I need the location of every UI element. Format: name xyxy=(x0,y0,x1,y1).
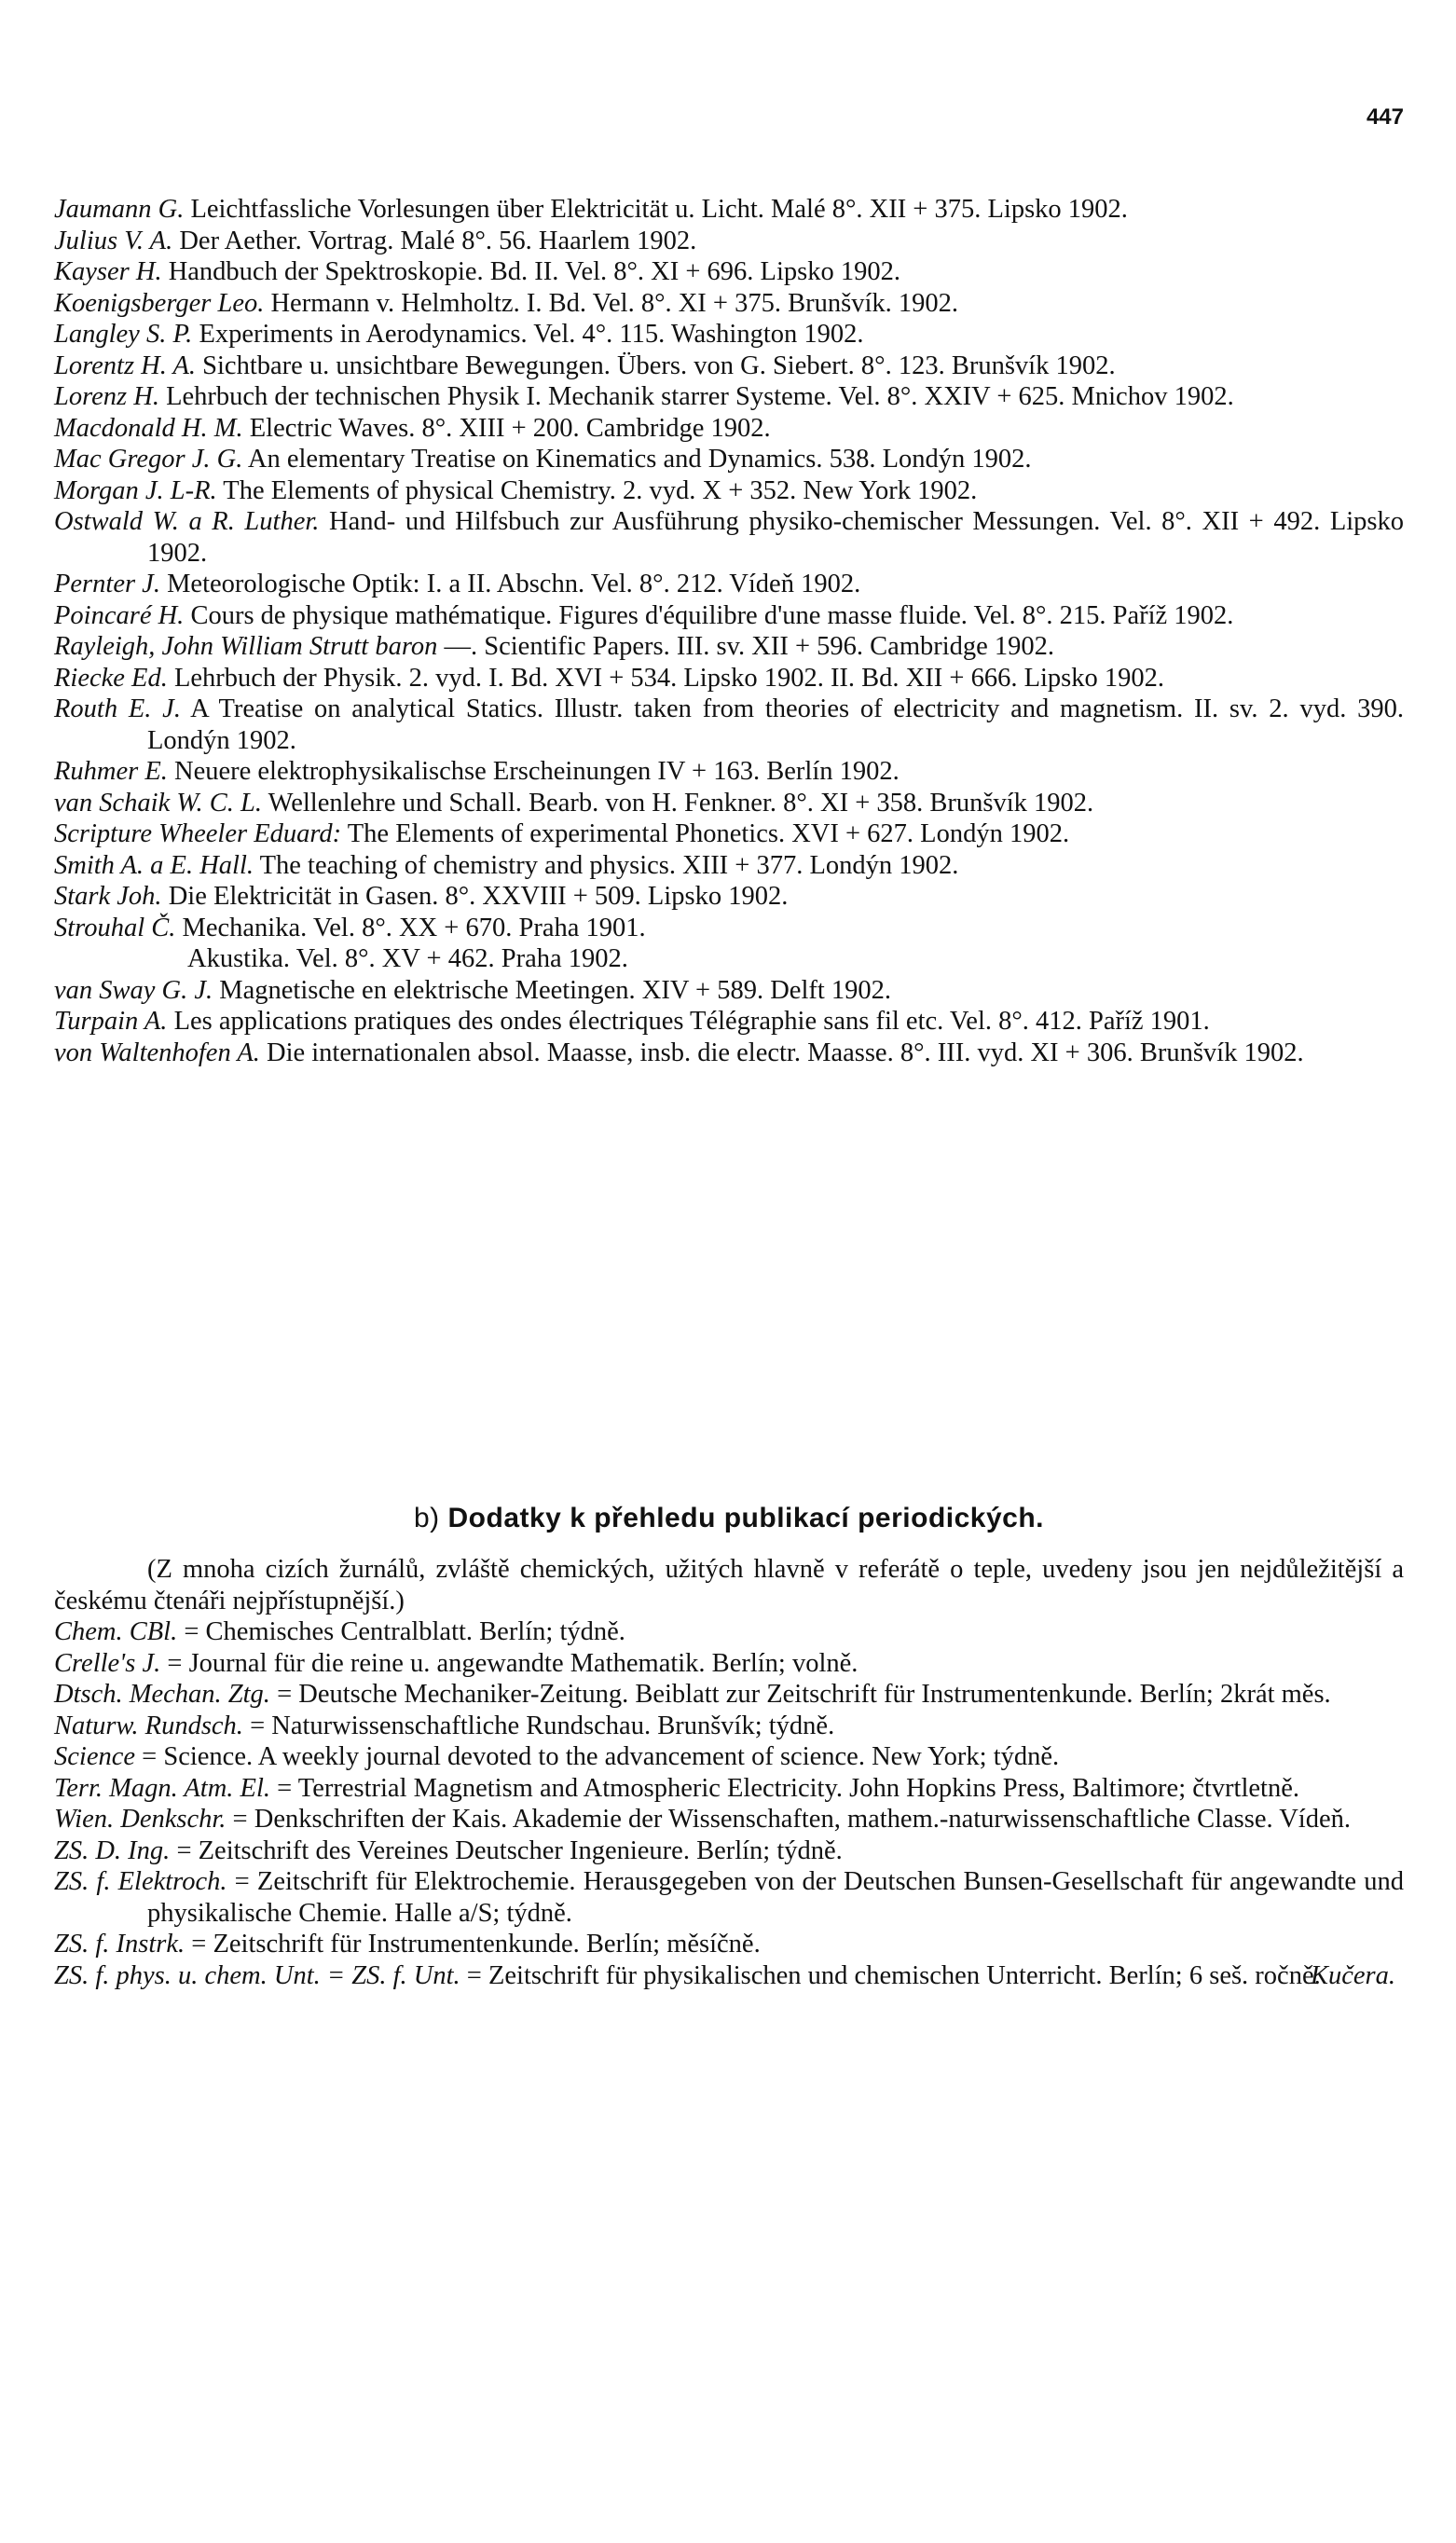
bib-entry xyxy=(54,788,1404,819)
journal-entry-text: = Zeitschrift für Elektrochemie. Herausgegeben von der Deutschen Bunsen-Gesellschaft für angewandte und physikalische Chemie. Halle a/S; týdně. xyxy=(147,1867,1405,1928)
bib-entry-text: Hermann v. Helmholtz. I. Bd. Vel. 8°. XI + 375. Brunšvík. 1902. xyxy=(264,288,958,318)
journal-entry xyxy=(54,1648,1404,1680)
bib-entry-key: Mac Gregor J. G. xyxy=(54,445,243,474)
bib-entry-text: Cours de physique mathématique. Figures d'équilibre d'une masse fluide. Vel. 8°. 215. Paříž 1902. xyxy=(184,600,1234,630)
bib-entry-key: Smith A. a E. Hall. xyxy=(54,850,254,880)
bib-entry-key: Rayleigh, John William Strutt baron xyxy=(54,632,438,661)
bib-entry xyxy=(54,444,1404,475)
bib-entry-key: Macdonald H. M. xyxy=(54,413,243,443)
bib-entry-text: Sichtbare u. unsichtbare Bewegungen. Übers. von G. Siebert. 8°. 123. Brunšvík 1902. xyxy=(196,351,1116,380)
bib-entry xyxy=(54,381,1404,413)
bib-entry-text: Neuere elektrophysikalischse Erscheinungen IV + 163. Berlín 1902. xyxy=(167,757,900,786)
journal-entry: ZS. f. phys. u. chem. Unt. = ZS. f. Unt. = Zeitschrift für physikalischen und chemischen Unterricht. Berlín; 6 seš. ročně. Kučera. xyxy=(54,1960,1396,1990)
bib-entry-text: Die Elektricität in Gasen. 8°. XXVIII + 509. Lipsko 1902. xyxy=(161,882,789,911)
bib-entry xyxy=(54,850,1404,882)
journal-entry-key: Chem. CBl. xyxy=(54,1617,178,1646)
bib-entry-key: Koenigsberger Leo. xyxy=(54,288,265,318)
journal-entry xyxy=(54,1741,1404,1773)
bib-entry-key: von Waltenhofen A. xyxy=(54,1038,260,1067)
journal-entry xyxy=(54,1711,1404,1742)
journal-entry-text: = Zeitschrift des Vereines Deutscher Ingenieure. Berlín; týdně. xyxy=(170,1835,843,1865)
bib-entry xyxy=(54,600,1404,632)
bib-entry-text: The Elements of physical Chemistry. 2. vyd. X + 352. New York 1902. xyxy=(216,475,978,505)
bib-entry-text: Experiments in Aerodynamics. Vel. 4°. 115. Washington 1902. xyxy=(192,320,864,349)
journal-entry xyxy=(54,1804,1404,1835)
bib-entry xyxy=(54,631,1404,663)
bib-entry-text: Lehrbuch der technischen Physik I. Mechanik starrer Systeme. Vel. 8°. XXIV + 625. Mnichov 1902. xyxy=(158,382,1234,411)
bib-entry-key: Pernter J. xyxy=(54,570,160,598)
bib-entry-text: Die internationalen absol. Maasse, insb. die electr. Maasse. 8°. III. vyd. XI + 306. Brunšvík 1902. xyxy=(259,1038,1304,1067)
bib-entry-text: Mechanika. Vel. 8°. XX + 670. Praha 1901. xyxy=(175,913,646,942)
bib-entry-key: Lorentz H. A. xyxy=(54,351,197,380)
bib-entry-key: Ostwald W. a R. Luther. xyxy=(54,507,320,536)
bib-entry-text: Der Aether. Vortrag. Malé 8°. 56. Haarlem 1902. xyxy=(172,226,697,255)
journal-entry-key: Dtsch. Mechan. Ztg. xyxy=(54,1680,270,1709)
section-prefix: b) xyxy=(413,1503,440,1533)
bib-entry-key: Kayser H. xyxy=(54,257,162,286)
bib-entry xyxy=(54,319,1404,351)
journal-entry-key: Naturw. Rundsch. xyxy=(54,1711,243,1740)
bib-entry xyxy=(54,194,1404,226)
bib-entry xyxy=(54,975,1404,1007)
bib-entry-key: Ruhmer E. xyxy=(54,757,168,786)
bib-entry xyxy=(54,818,1404,850)
bib-entry-key: Morgan J. L-R. xyxy=(54,475,217,505)
bib-entry-key: Poincaré H. xyxy=(54,600,185,630)
bibliography-list xyxy=(54,194,1404,1068)
bib-entry-text: Wellenlehre und Schall. Bearb. von H. Fenkner. 8°. XI + 358. Brunšvík 1902. xyxy=(261,788,1094,818)
bib-entry-text: Akustika. Vel. 8°. XV + 462. Praha 1902. xyxy=(187,944,628,973)
bib-entry xyxy=(54,413,1404,445)
bib-entry-text: An elementary Treatise on Kinematics and Dynamics. 538. Londýn 1902. xyxy=(242,445,1032,474)
bib-entry-key: van Sway G. J. xyxy=(54,975,213,1005)
bib-entry-text: Meteorologische Optik: I. a II. Abschn. Vel. 8°. 212. Vídeň 1902. xyxy=(159,570,861,598)
bib-entry xyxy=(54,288,1404,320)
bib-entry xyxy=(54,694,1404,756)
bib-entry xyxy=(54,1038,1404,1069)
section-title: Dodatky k přehledu publikací periodických. xyxy=(447,1503,1045,1533)
bib-entry xyxy=(54,1006,1404,1038)
bib-entry xyxy=(54,506,1404,569)
journal-entry-text: = Naturwissenschaftliche Rundschau. Brunšvík; týdně. xyxy=(242,1711,835,1740)
bib-entry-key: Stark Joh. xyxy=(54,882,162,911)
bib-entry-key: Scripture Wheeler Eduard: xyxy=(54,819,342,848)
bib-entry-key: Riecke Ed. xyxy=(54,663,168,693)
bib-entry-text: Hand- und Hilfsbuch zur Ausführung physiko-chemischer Messungen. Vel. 8°. XII + 492. Lipsko 1902. xyxy=(147,507,1404,568)
bib-entry xyxy=(54,226,1404,257)
journal-entry xyxy=(54,1679,1404,1711)
journal-entry-text: = Zeitschrift für Instrumentenkunde. Berlín; měsíčně. xyxy=(185,1930,761,1959)
journal-entry xyxy=(54,1929,1404,1960)
journal-entry-text: = Journal für die reine u. angewandte Mathematik. Berlín; volně. xyxy=(160,1648,858,1678)
bib-entry-text: Handbuch der Spektroskopie. Bd. II. Vel. 8°. XI + 696. Lipsko 1902. xyxy=(161,257,900,286)
bib-entry-text: Les applications pratiques des ondes électriques Télégraphie sans fil etc. Vel. 8°. 412. Paříž 1901. xyxy=(167,1007,1210,1036)
journal-entry-text: = Science. A weekly journal devoted to the advancement of science. New York; týdně. xyxy=(135,1742,1060,1771)
bib-entry-key: Jaumann G. xyxy=(54,195,185,224)
bib-entry-text: Magnetische en elektrische Meetingen. XIV + 589. Delft 1902. xyxy=(213,975,892,1005)
journal-entry-key: Science xyxy=(54,1742,136,1771)
bib-entry-key: Lorenz H. xyxy=(54,382,159,411)
journal-entry-text: = Deutsche Mechaniker-Zeitung. Beiblatt zur Zeitschrift für Instrumentenkunde. Berlín; 2krát měs. xyxy=(269,1680,1331,1709)
journal-entry xyxy=(54,1773,1404,1805)
bib-entry-text: A Treatise on analytical Statics. Illustr. taken from theories of electricity and magnetism. II. sv. 2. vyd. 390. Londýn 1902. xyxy=(147,694,1404,755)
bib-entry-text: Electric Waves. 8°. XIII + 200. Cambridge 1902. xyxy=(242,413,771,443)
journal-entry xyxy=(54,1616,1404,1648)
journal-entry-key: ZS. f. Instrk. xyxy=(54,1930,185,1959)
journal-entry-key: ZS. f. Elektroch. xyxy=(54,1867,227,1896)
bib-entry xyxy=(54,881,1404,913)
bib-entry-text: The Elements of experimental Phonetics. XVI + 627. Londýn 1902. xyxy=(341,819,1070,848)
bib-entry xyxy=(54,913,1404,944)
bib-entry-key: Strouhal Č. xyxy=(54,913,176,942)
bib-entry xyxy=(54,663,1404,694)
bib-entry-key: Routh E. J. xyxy=(54,694,181,723)
journal-entry-key: ZS. f. phys. u. chem. Unt. = ZS. f. Unt. xyxy=(54,1960,460,1990)
bib-entry xyxy=(54,351,1404,382)
bib-entry xyxy=(54,943,1404,975)
bib-entry xyxy=(54,475,1404,507)
bib-entry xyxy=(54,756,1404,788)
journal-entry-key: Terr. Magn. Atm. El. xyxy=(54,1773,270,1803)
bib-entry-key: Turpain A. xyxy=(54,1007,168,1036)
journal-entry-text: = Chemisches Centralblatt. Berlín; týdně. xyxy=(177,1617,625,1646)
bib-entry-text: —. Scientific Papers. III. sv. XII + 596. Cambridge 1902. xyxy=(437,632,1055,661)
page-number: 447 xyxy=(1366,104,1404,130)
journal-entry xyxy=(54,1866,1404,1929)
journal-entry-key: Crelle's J. xyxy=(54,1648,161,1678)
bib-entry-text: The teaching of chemistry and physics. XIII + 377. Londýn 1902. xyxy=(254,850,959,880)
bib-entry-text: Lehrbuch der Physik. 2. vyd. I. Bd. XVI + 534. Lipsko 1902. II. Bd. XII + 666. Lipsko 1902. xyxy=(167,663,1164,693)
bib-entry xyxy=(54,256,1404,288)
section-heading xyxy=(54,1503,1404,1534)
bib-entry-key: Julius V. A. xyxy=(54,226,173,255)
journal-list xyxy=(54,1554,1404,1991)
journal-entry-text: = Denkschriften der Kais. Akademie der Wissenschaften, mathem.-naturwissenschaftliche Classe. Vídeň. xyxy=(226,1805,1351,1834)
journal-entry xyxy=(54,1835,1404,1867)
journal-entry-text: = Terrestrial Magnetism and Atmospheric Electricity. John Hopkins Press, Baltimore; čtvrtletně. xyxy=(270,1773,1299,1803)
bib-entry xyxy=(54,569,1404,600)
bib-entry-key: Langley S. P. xyxy=(54,320,193,349)
bib-entry-key: van Schaik W. C. L. xyxy=(54,788,262,818)
bib-entry-text: Leichtfassliche Vorlesungen über Elektricität u. Licht. Malé 8°. XII + 375. Lipsko 1902. xyxy=(184,195,1128,224)
journal-entry-text: = Zeitschrift für physikalischen und chemischen Unterricht. Berlín; 6 seš. ročně. xyxy=(460,1960,1321,1990)
section-intro: (Z mnoha cizích žurnálů, zvláště chemických, užitých hlavně v referátě o teple, uvedeny jsou jen nejdůležitější a českému čtenáři nejpřístupnější.) xyxy=(54,1555,1404,1615)
journal-entry-key: ZS. D. Ing. xyxy=(54,1835,171,1865)
journal-entry-key: Wien. Denkschr. xyxy=(54,1805,227,1834)
